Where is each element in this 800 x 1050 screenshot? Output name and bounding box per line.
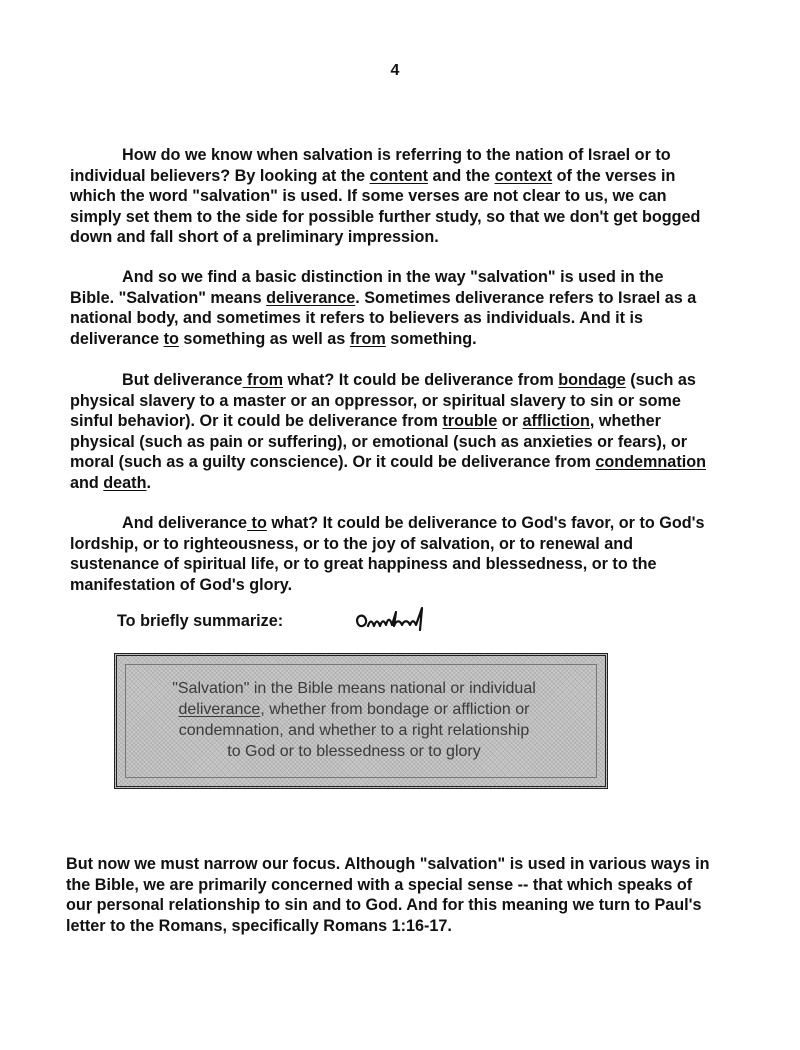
underlined-word: condemnation xyxy=(595,453,706,471)
underlined-word: from xyxy=(242,371,284,389)
handwritten-note xyxy=(352,606,432,638)
summary-line: "Salvation" in the Bible means national or individual xyxy=(172,680,536,697)
text-span: what? It could be deliverance from xyxy=(283,371,559,389)
text-span: , whether physical (such as pain or suffering), or emotional (such as anxieties or fears), or moral (such as a guilty conscience). Or it could be deliverance from xyxy=(70,412,688,471)
underlined-word: deliverance xyxy=(178,701,261,718)
text-span: what? It could be deliverance to God's favor, or to God's lordship, or to righteousness, or to the joy of salvation, or to renewal and sustenance of spiritual life, or to great happiness and blessedness, or to the manifestation of God's glory. xyxy=(70,514,705,594)
text-span: of the verses in which the word "salvation" is used. If some verses are not clear to us, we can simply set them to the side for possible further study, so that we don't get bogged down and fall short of a preliminary impression. xyxy=(70,166,701,246)
text-span: And deliverance xyxy=(122,514,248,532)
paragraph-1 xyxy=(70,145,710,248)
text-span: something. xyxy=(385,329,477,348)
summary-line: condemnation, and whether to a right relationship xyxy=(178,722,530,739)
underlined-word: from xyxy=(349,329,386,348)
paragraph-4 xyxy=(70,513,710,595)
text-span: and xyxy=(70,473,104,492)
summary-line: to God or to blessedness or to glory xyxy=(227,743,481,760)
underlined-word: trouble xyxy=(442,412,498,430)
text-span: (such as physical slavery to a master or an oppressor, or spiritual slavery to sin or some sinful behavior). Or it could be deliverance from xyxy=(70,371,696,430)
text-span: But deliverance xyxy=(122,371,243,389)
underlined-word: bondage xyxy=(558,371,626,389)
paragraph-2 xyxy=(70,267,710,349)
underlined-word: death xyxy=(103,473,147,492)
text-span: And so we find a basic distinction in the way "salvation" is used in the Bible. "Salvation" means xyxy=(70,268,664,307)
paragraph-3 xyxy=(70,370,710,493)
underlined-word: context xyxy=(494,166,553,185)
underlined-word: to xyxy=(247,514,267,532)
text-span: How do we know when salvation is referring to the nation of Israel or to individual believers? By looking at the xyxy=(70,146,671,185)
text-span: and the xyxy=(428,166,495,185)
text-span: . xyxy=(146,473,151,492)
page-number: 4 xyxy=(390,62,400,79)
underlined-word: deliverance xyxy=(266,288,356,307)
text-span: . Sometimes deliverance refers to Israel as a national body, and sometimes it refers to believers as individuals. And it is deliverance xyxy=(70,288,697,348)
text-span: or xyxy=(497,412,523,430)
summary-box xyxy=(114,653,608,789)
underlined-word: affliction xyxy=(522,412,590,430)
text-span: , whether from bondage or affliction or xyxy=(260,701,530,718)
paragraph-5: But now we must narrow our focus. Although "salvation" is used in various ways in the Bible, we are primarily concerned with a special sense -- that which speaks of our personal relationship to sin and to God. And for this meaning we turn to Paul's letter to the Romans, specifically Romans 1:16-17. xyxy=(66,855,710,935)
summary-line xyxy=(139,699,569,720)
underlined-word: content xyxy=(369,166,428,185)
text-span: something as well as xyxy=(178,329,350,348)
summary-label: To briefly summarize: xyxy=(117,612,284,630)
summary-text xyxy=(139,678,569,762)
underlined-word: to xyxy=(163,329,179,348)
